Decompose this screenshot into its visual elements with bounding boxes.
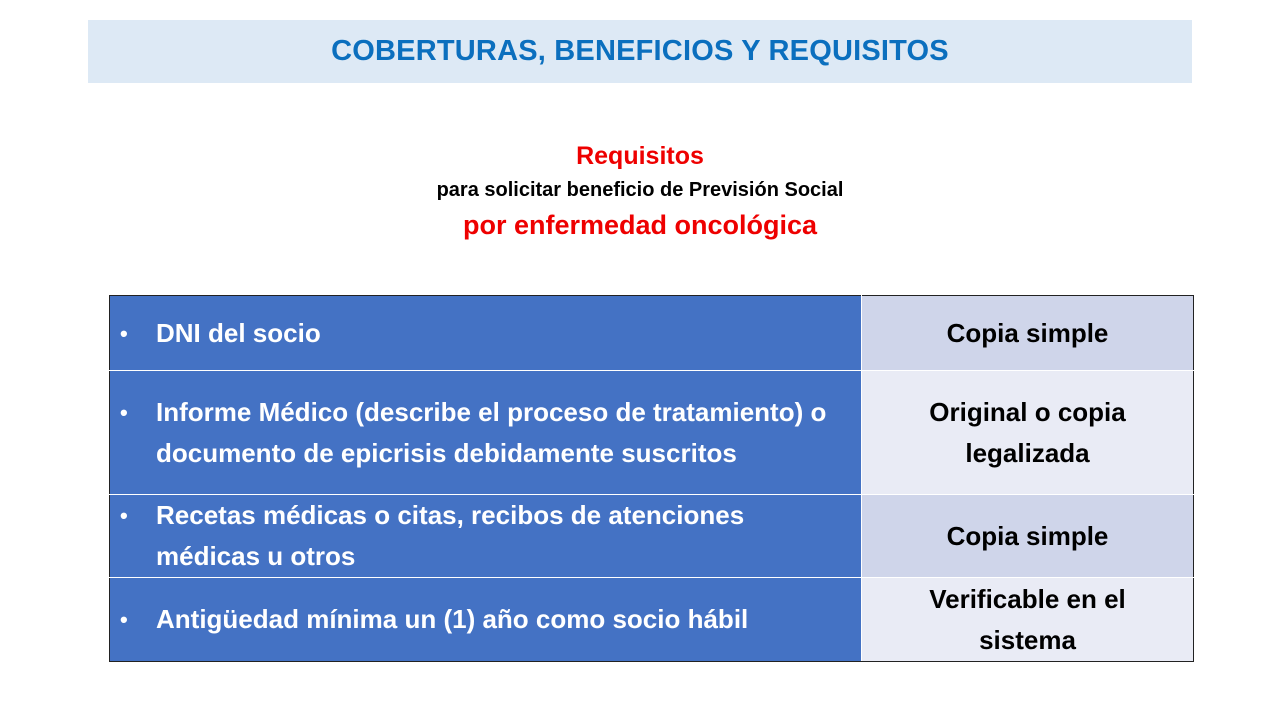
subtitle-requisitos: Requisitos: [576, 142, 704, 170]
requirement-cell: [110, 371, 862, 495]
title-banner: [88, 20, 1192, 83]
requirement-text: Informe Médico (describe el proceso de tratamiento) o documento de epicrisis debidamente suscritos: [156, 396, 827, 468]
document-type-cell: [862, 371, 1194, 495]
requirement-cell: [110, 578, 862, 662]
requirement-text: DNI del socio: [156, 317, 321, 348]
bullet-icon: •: [120, 399, 128, 425]
subtitle-purpose: para solicitar beneficio de Previsión Social: [436, 179, 844, 201]
document-type-cell: Copia simple: [862, 296, 1194, 371]
requirement-text: Recetas médicas o citas, recibos de atenciones médicas u otros: [156, 500, 745, 571]
requirement-text: Antigüedad mínima un (1) año como socio hábil: [156, 604, 749, 634]
document-type-text: Verificable en el sistema: [929, 583, 1126, 655]
requirement-cell: [110, 296, 862, 371]
table-row: [110, 371, 1194, 495]
table-row: [110, 578, 1194, 662]
table-row: [110, 296, 1194, 371]
requirements-table: [109, 295, 1194, 662]
requirement-cell: [110, 495, 862, 578]
bullet-icon: •: [120, 503, 128, 528]
document-type-cell: [862, 578, 1194, 662]
table-row: [110, 495, 1194, 578]
page-title: COBERTURAS, BENEFICIOS Y REQUISITOS: [331, 35, 949, 67]
bullet-icon: •: [120, 320, 128, 346]
document-type-cell: Copia simple: [862, 495, 1194, 578]
bullet-icon: •: [120, 607, 128, 632]
subtitle-condition: por enfermedad oncológica: [462, 210, 818, 240]
document-type-text: Original o copia legalizada: [929, 396, 1126, 468]
